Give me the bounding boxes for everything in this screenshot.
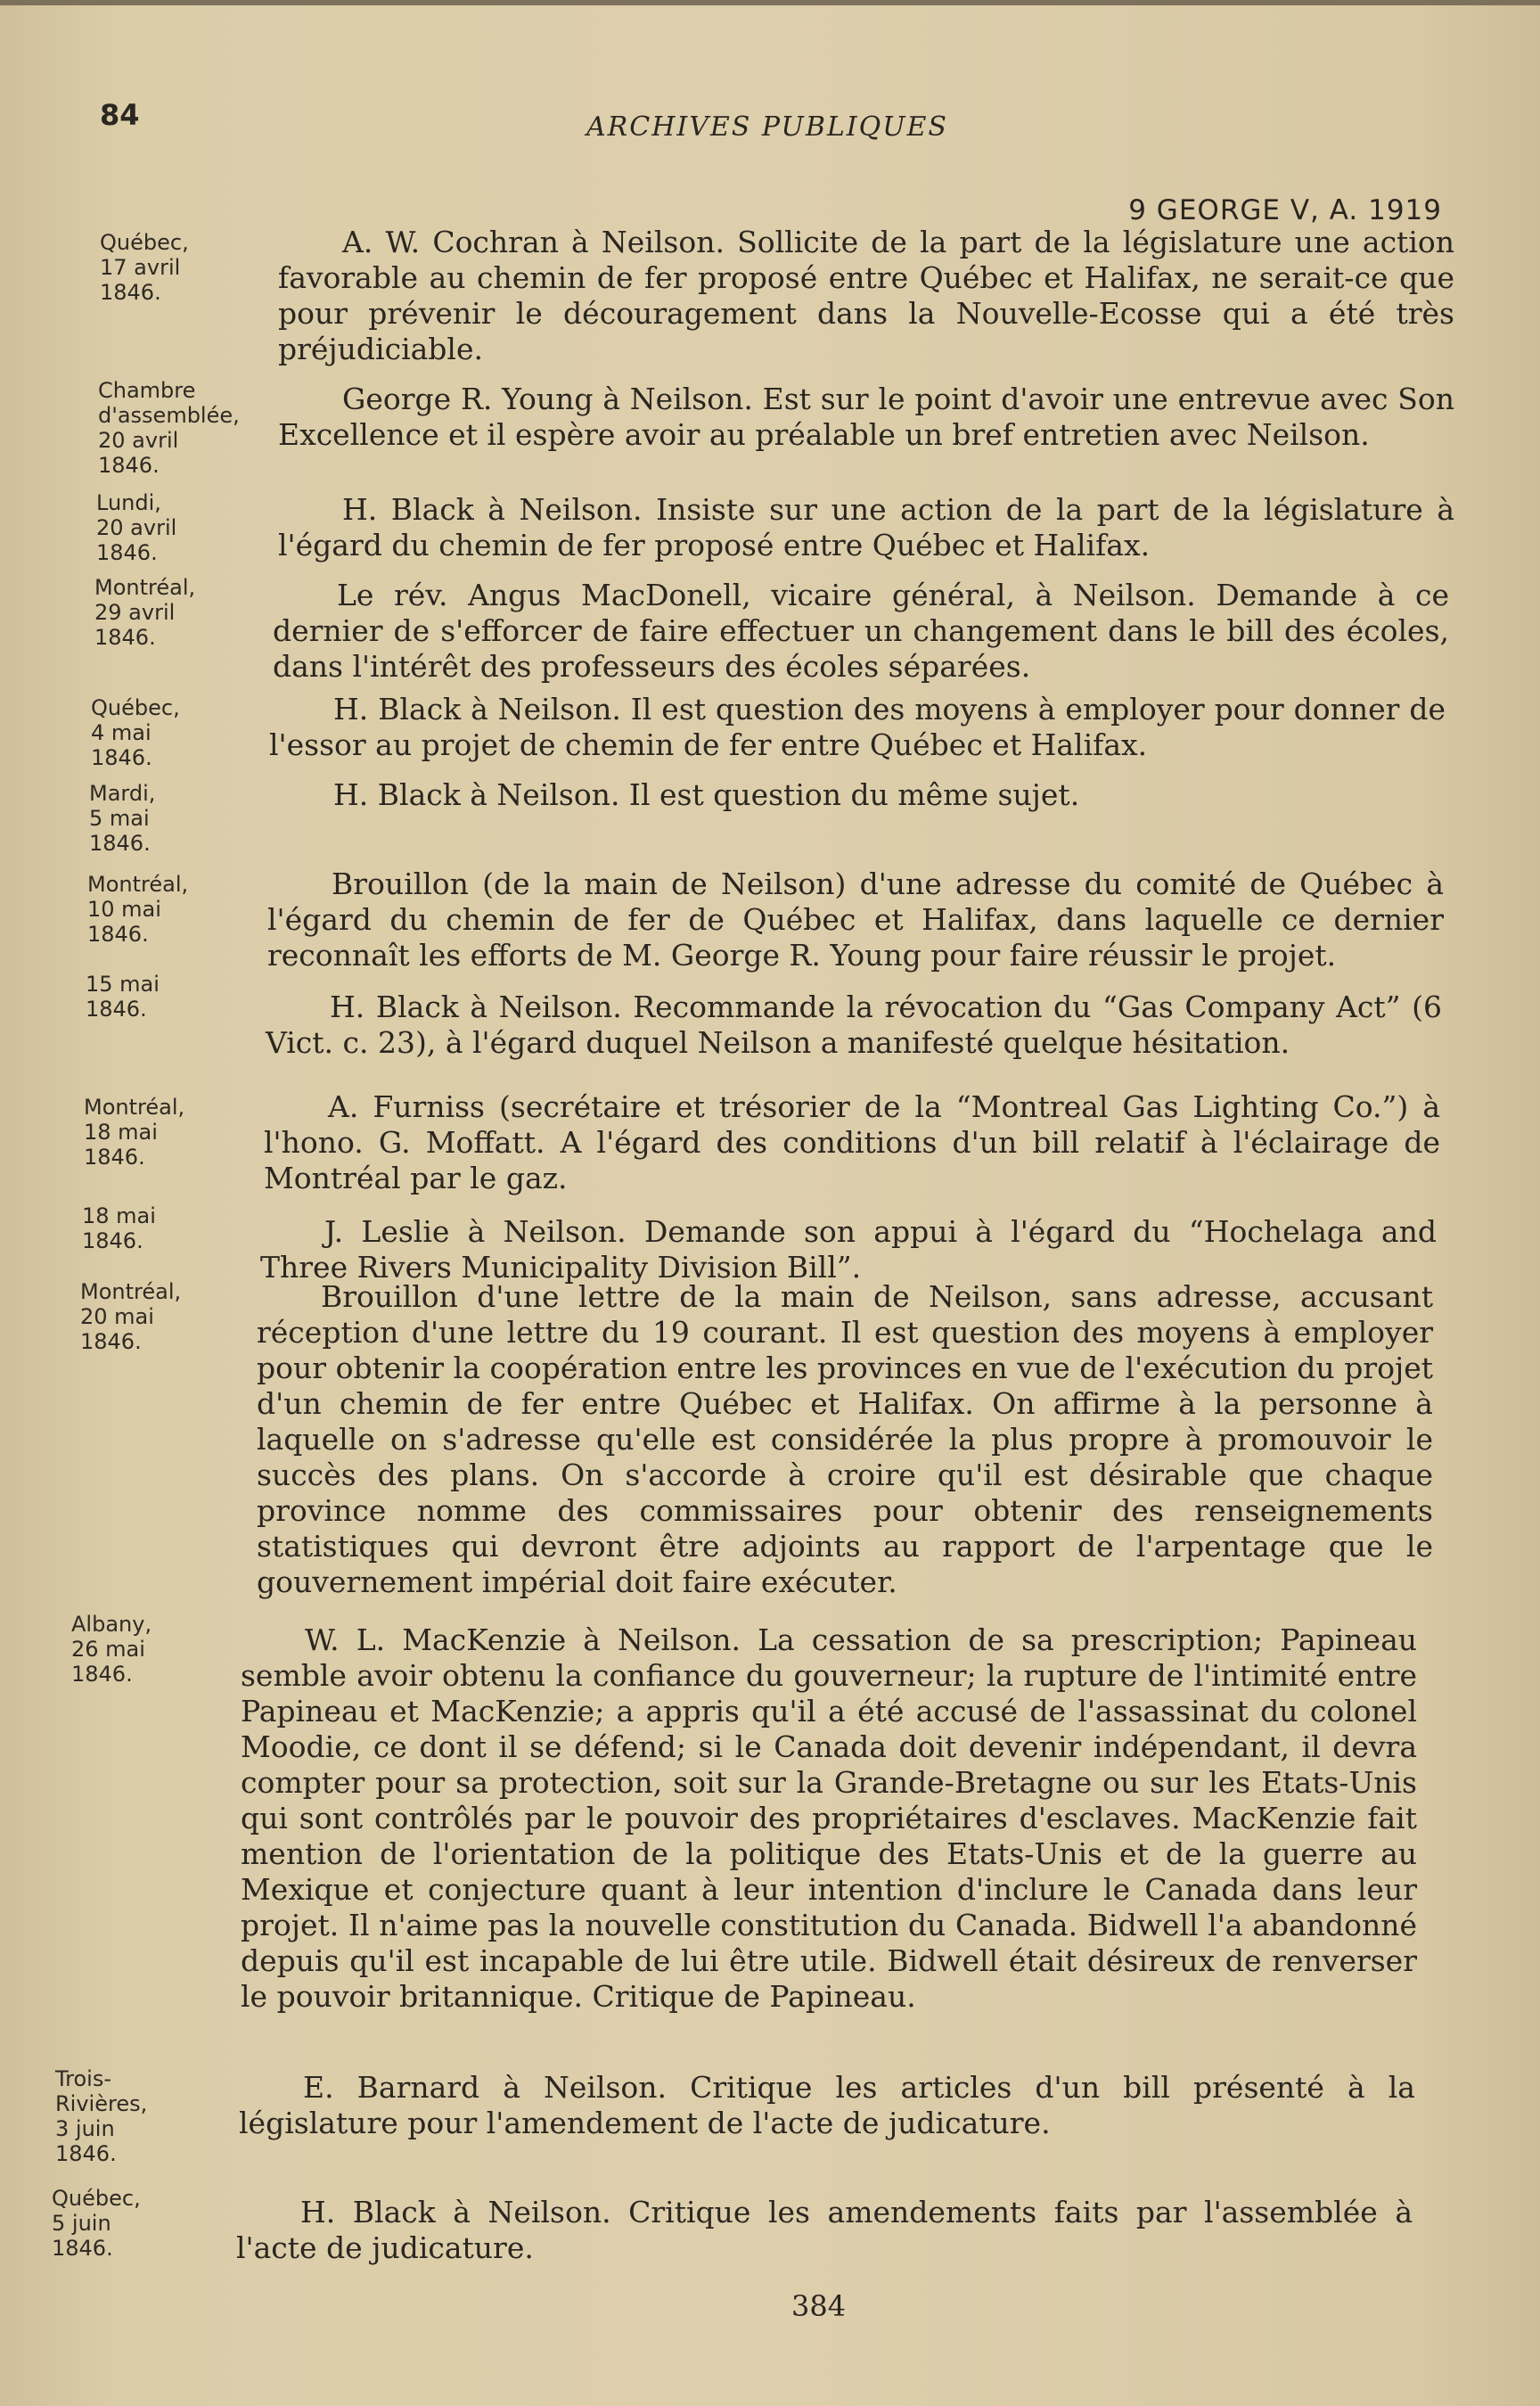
margin-line: 1846. — [84, 1145, 145, 1170]
margin-line: 4 mai — [91, 720, 152, 745]
margin-line: Montréal, — [87, 872, 189, 897]
entry-summary: H. Black à Neilson. Recommande la révocation du “Gas Company Act” (6 Vict. c. 23), à l'égard duquel Neilson a manifesté quelque hésitation. — [266, 989, 1442, 1060]
margin-line: 20 mai — [80, 1304, 154, 1329]
margin-line: 20 avril — [98, 428, 179, 453]
margin-line: 1846. — [55, 2141, 117, 2166]
margin-date-note — [91, 695, 269, 770]
entry-summary: George R. Young à Neilson. Est sur le point d'avoir une entrevue avec Son Excellence et il espère avoir au préalable un bref entretien avec Neilson. — [278, 382, 1454, 452]
margin-date-note — [55, 2066, 233, 2166]
margin-line: 29 avril — [94, 600, 176, 625]
session-heading: 9 GEORGE V, A. 1919 — [1128, 194, 1442, 226]
margin-line: 1846. — [52, 2236, 113, 2261]
margin-line: 17 avril — [100, 255, 181, 280]
margin-line: 18 mai — [82, 1203, 156, 1228]
margin-date-note — [71, 1612, 250, 1687]
margin-line: 1846. — [87, 922, 149, 947]
margin-line: 5 mai — [89, 806, 150, 831]
folio-number: 384 — [791, 2289, 847, 2323]
margin-line: Chambre — [98, 378, 196, 403]
entry-summary: A. W. Cochran à Neilson. Sollicite de la part de la législature une action favorable au chemin de fer proposé entre Québec et Halifax, ne serait-ce que pour prévenir le découragement dans la Nouvelle-Ecosse qui a été très préjudiciable. — [278, 225, 1454, 366]
entry-summary: Le rév. Angus MacDonell, vicaire général, à Neilson. Demande à ce dernier de s'efforcer de faire effectuer un changement dans le bill des écoles, dans l'intérêt des professeurs des écoles séparées. — [273, 578, 1449, 684]
entry-summary: H. Black à Neilson. Il est question des moyens à employer pour donner de l'essor au projet de chemin de fer entre Québec et Halifax. — [269, 692, 1446, 762]
page-number: 84 — [100, 98, 140, 132]
margin-line: 1846. — [96, 540, 158, 565]
margin-date-note — [89, 781, 267, 856]
margin-date-note — [87, 872, 266, 947]
entry-summary: J. Leslie à Neilson. Demande son appui à l'égard du “Hochelaga and Three Rivers Municipality Division Bill”. — [260, 1214, 1437, 1285]
margin-line: 18 mai — [84, 1120, 158, 1145]
running-title: ARCHIVES PUBLIQUES — [586, 111, 948, 143]
margin-date-note — [52, 2186, 230, 2261]
margin-date-note — [94, 575, 273, 650]
margin-line: Trois- — [55, 2066, 111, 2091]
margin-line: 1846. — [100, 280, 161, 305]
margin-line: d'assemblée, — [98, 403, 240, 428]
entry-summary: Brouillon d'une lettre de la main de Neilson, sans adresse, accusant réception d'une lettre du 19 courant. Il est question des moyens à employer pour obtenir la coopération entre les provinces en vue de l'exécution du projet d'un chemin de fer entre Québec et Halifax. On affirme à la personne à laquelle on s'adresse qu'elle est considérée la plus propre à promouvoir le succès des plans. On s'accorde à croire qu'il est désirable que chaque province nomme des commissaires pour obtenir des renseignements statistiques qui devront être adjoints au rapport de l'arpentage que le gouvernement impérial doit faire exécuter. — [257, 1279, 1433, 1599]
entry-summary: W. L. MacKenzie à Neilson. La cessation de sa prescription; Papineau semble avoir obtenu la confiance du gouverneur; la rupture de l'intimité entre Papineau et MacKenzie; a appris qu'il a été accusé de l'assassinat du colonel Moodie, ce dont il se défend; si le Canada doit devenir indépendant, il devra compter pour sa protection, soit sur la Grande-Bretagne ou sur les Etats-Unis qui sont contrôlés par le pouvoir des propriétaires d'esclaves. MacKenzie fait mention de l'orientation de la politique des Etats-Unis et de la guerre au Mexique et conjecture quant à leur intention d'inclure le Canada dans leur projet. Il n'aime pas la nouvelle constitution du Canada. Bidwell l'a abandonné depuis qu'il est incapable de lui être utile. Bidwell était désireux de renverser le pouvoir britannique. Critique de Papineau. — [241, 1622, 1417, 2014]
margin-line: Québec, — [100, 230, 189, 255]
margin-date-note — [86, 972, 264, 1022]
margin-line: 3 juin — [55, 2116, 115, 2141]
margin-line: 15 mai — [86, 972, 160, 997]
entry-summary: Brouillon (de la main de Neilson) d'une adresse du comité de Québec à l'égard du chemin de fer de Québec et Halifax, dans laquelle ce dernier reconnaît les efforts de M. George R. Young pour faire réussir le projet. — [267, 866, 1444, 973]
margin-line: Québec, — [91, 695, 180, 720]
margin-line: 1846. — [80, 1329, 142, 1354]
margin-line: 1846. — [89, 831, 151, 856]
margin-date-note — [82, 1203, 260, 1253]
entry-summary: A. Furniss (secrétaire et trésorier de la “Montreal Gas Lighting Co.”) à l'hono. G. Moffatt. A l'égard des conditions d'un bill relatif à l'éclairage de Montréal par le gaz. — [264, 1089, 1440, 1195]
margin-line: 5 juin — [52, 2211, 111, 2236]
margin-line: Lundi, — [96, 490, 161, 515]
margin-line: Montréal, — [80, 1279, 182, 1304]
margin-line: 1846. — [82, 1228, 143, 1253]
entry-summary: H. Black à Neilson. Il est question du même sujet. — [333, 777, 1080, 812]
margin-date-note — [84, 1095, 262, 1170]
margin-line: Montréal, — [84, 1095, 185, 1120]
margin-line: 1846. — [98, 453, 160, 478]
margin-line: 1846. — [71, 1662, 133, 1687]
margin-line: 20 avril — [96, 515, 177, 540]
margin-line: 26 mai — [71, 1637, 145, 1662]
margin-line: 1846. — [86, 997, 147, 1022]
margin-line: 1846. — [91, 745, 152, 770]
margin-date-note — [100, 230, 278, 305]
margin-line: Rivières, — [55, 2091, 148, 2116]
margin-line: 10 mai — [87, 897, 161, 922]
margin-line: 1846. — [94, 625, 156, 650]
margin-line: Albany, — [71, 1612, 152, 1637]
margin-line: Québec, — [52, 2186, 141, 2211]
entry-summary: H. Black à Neilson. Insiste sur une action de la part de la législature à l'égard du chemin de fer proposé entre Québec et Halifax. — [278, 492, 1454, 562]
margin-date-note — [98, 378, 276, 478]
margin-line: Montréal, — [94, 575, 196, 600]
margin-line: Mardi, — [89, 781, 156, 806]
margin-date-note — [96, 490, 274, 565]
margin-date-note — [80, 1279, 258, 1354]
entry-summary: H. Black à Neilson. Critique les amendements faits par l'assemblée à l'acte de judicature. — [236, 2195, 1413, 2265]
entry-summary: E. Barnard à Neilson. Critique les articles d'un bill présenté à la législature pour l'amendement de l'acte de judicature. — [239, 2070, 1415, 2140]
